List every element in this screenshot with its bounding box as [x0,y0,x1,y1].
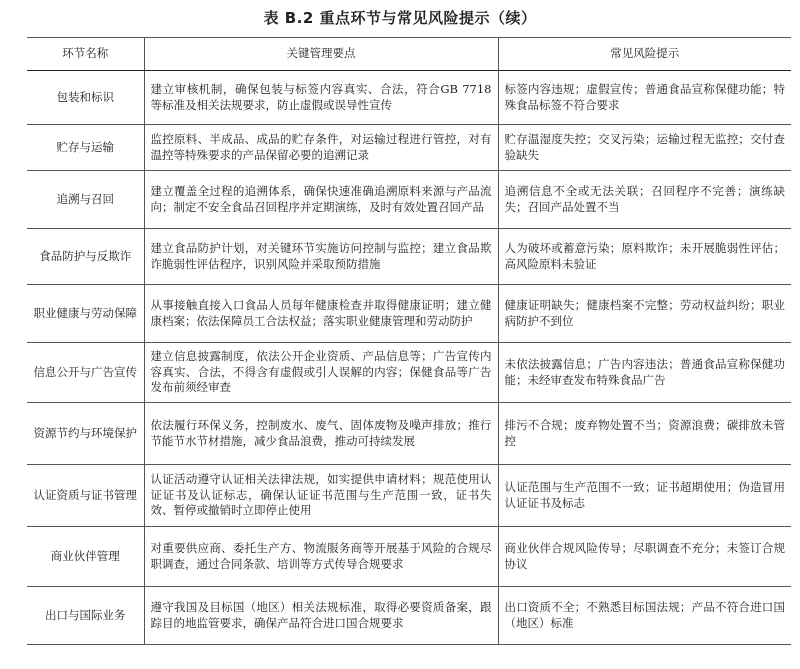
table-row [27,125,791,171]
key-points-cell: 依法履行环保义务，控制废水、废气、固体废物及噪声排放；推行节能节水节材措施，减少食品浪费，推动可持续发展 [144,403,498,465]
table-row [27,403,791,465]
key-points-cell: 对重要供应商、委托生产方、物流服务商等开展基于风险的合规尽职调查，通过合同条款、培训等方式传导合规要求 [144,527,498,587]
table-row [27,465,791,527]
stage-name-cell: 资源节约与环境保护 [27,403,144,465]
stage-name-cell: 认证资质与证书管理 [27,465,144,527]
risk-table [27,37,791,645]
risk-tips-cell: 追溯信息不全或无法关联；召回程序不完善；演练缺失；召回产品处置不当 [498,171,791,229]
risk-tips-cell: 标签内容违规；虚假宣传；普通食品宣称保健功能；特殊食品标签不符合要求 [498,71,791,125]
header-risk-tips: 常见风险提示 [498,38,791,71]
risk-tips-cell: 贮存温湿度失控；交叉污染；运输过程无监控；交付查验缺失 [498,125,791,171]
risk-tips-cell: 健康证明缺失；健康档案不完整；劳动权益纠纷；职业病防护不到位 [498,285,791,343]
key-points-cell: 建立审核机制，确保包装与标签内容真实、合法，符合GB 7718 等标准及相关法规要求，防止虚假或误导性宣传 [144,71,498,125]
table-row [27,71,791,125]
risk-tips-cell: 出口资质不全；不熟悉目标国法规；产品不符合进口国（地区）标准 [498,587,791,645]
key-points-cell: 认证活动遵守认证相关法律法规，如实提供申请材料；规范使用认证证书及认证标志，确保认证证书范围与生产范围一致，证书失效、暂停或撤销时立即停止使用 [144,465,498,527]
stage-name-cell: 商业伙伴管理 [27,527,144,587]
table-row [27,171,791,229]
key-points-cell: 建立信息披露制度，依法公开企业资质、产品信息等；广告宣传内容真实、合法，不得含有虚假或引人误解的内容；保健食品等广告发布前须经审查 [144,343,498,403]
stage-name-cell: 出口与国际业务 [27,587,144,645]
risk-tips-cell: 认证范围与生产范围不一致；证书超期使用；伪造冒用认证证书及标志 [498,465,791,527]
table-row [27,527,791,587]
stage-name-cell: 贮存与运输 [27,125,144,171]
risk-tips-cell: 人为破坏或蓄意污染；原料欺诈；未开展脆弱性评估；高风险原料未验证 [498,229,791,285]
key-points-cell: 从事接触直接入口食品人员每年健康检查并取得健康证明；建立健康档案；依法保障员工合法权益；落实职业健康管理和劳动防护 [144,285,498,343]
key-points-cell: 建立覆盖全过程的追溯体系，确保快速准确追溯原料来源与产品流向；制定不安全食品召回程序并定期演练，及时有效处置召回产品 [144,171,498,229]
key-points-cell: 监控原料、半成品、成品的贮存条件，对运输过程进行管控，对有温控等特殊要求的产品保留必要的追溯记录 [144,125,498,171]
risk-tips-cell: 商业伙伴合规风险传导；尽职调查不充分；未签订合规协议 [498,527,791,587]
table-row [27,285,791,343]
stage-name-cell: 追溯与召回 [27,171,144,229]
stage-name-cell: 包装和标识 [27,71,144,125]
key-points-cell: 遵守我国及目标国（地区）相关法规标准，取得必要资质备案，跟踪目的地监管要求，确保产品符合进口国合规要求 [144,587,498,645]
stage-name-cell: 食品防护与反欺诈 [27,229,144,285]
table-row [27,229,791,285]
table-row [27,343,791,403]
table-header-row [27,38,791,71]
table-row [27,587,791,645]
risk-tips-cell: 未依法披露信息；广告内容违法；普通食品宣称保健功能；未经审查发布特殊食品广告 [498,343,791,403]
stage-name-cell: 职业健康与劳动保障 [27,285,144,343]
header-key-points: 关键管理要点 [144,38,498,71]
table-title: 表 B.2 重点环节与常见风险提示（续） [263,9,537,27]
header-stage-name: 环节名称 [27,38,144,71]
risk-tips-cell: 排污不合规；废弃物处置不当；资源浪费；碳排放未管控 [498,403,791,465]
stage-name-cell: 信息公开与广告宣传 [27,343,144,403]
key-points-cell: 建立食品防护计划，对关键环节实施访问控制与监控；建立食品欺诈脆弱性评估程序，识别风险并采取预防措施 [144,229,498,285]
